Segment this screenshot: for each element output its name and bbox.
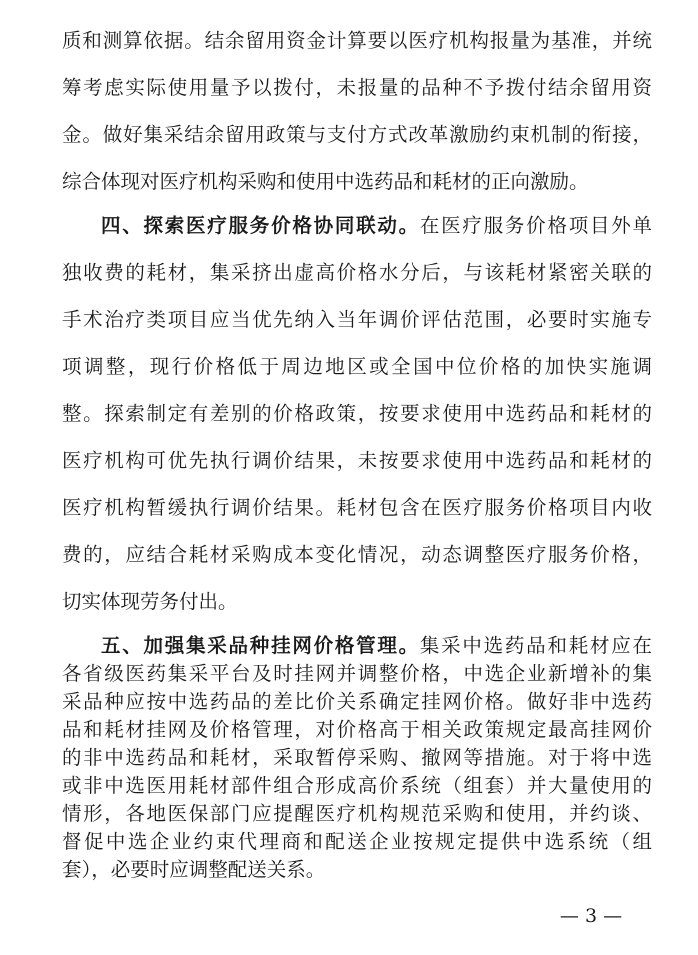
paragraph-2-line-6: 医疗机构可优先执行调价结果，未按要求使用中选药品和耗材的 bbox=[62, 449, 652, 472]
paragraph-1-line-1: 质和测算依据。结余留用资金计算要以医疗机构报量为基准，并统 bbox=[62, 29, 652, 52]
paragraph-3-line-8: 督促中选企业约束代理商和配送企业按规定提供中选系统（组 bbox=[62, 830, 652, 853]
paragraph-3-first-line bbox=[101, 634, 652, 658]
paragraph-3-line-3: 采品种应按中选药品的差比价关系确定挂网价格。做好非中选药 bbox=[62, 690, 652, 713]
section-five-first-text: 集采中选药品和耗材应在 bbox=[419, 634, 652, 657]
section-five-heading: 五、加强集采品种挂网价格管理。 bbox=[101, 634, 420, 657]
section-four-first-text: 在医疗服务价格项目外单 bbox=[419, 214, 652, 237]
paragraph-1-line-2: 筹考虑实际使用量予以拨付，未报量的品种不予拨付结余留用资 bbox=[62, 76, 652, 99]
paragraph-2-line-7: 医疗机构暂缓执行调价结果。耗材包含在医疗服务价格项目内收 bbox=[62, 496, 652, 519]
paragraph-2-line-5: 整。探索制定有差别的价格政策，按要求使用中选药品和耗材的 bbox=[62, 402, 652, 425]
paragraph-1-line-3: 金。做好集采结余留用政策与支付方式改革激励约束机制的衔接， bbox=[62, 123, 652, 146]
paragraph-2-line-9: 切实体现劳务付出。 bbox=[62, 590, 238, 613]
paragraph-2-first-line bbox=[101, 214, 652, 238]
paragraph-2-line-4: 项调整，现行价格低于周边地区或全国中位价格的加快实施调 bbox=[62, 355, 652, 378]
paragraph-3-line-4: 品和耗材挂网及价格管理，对价格高于相关政策规定最高挂网价 bbox=[62, 718, 652, 741]
paragraph-3-line-5: 的非中选药品和耗材，采取暂停采购、撤网等措施。对于将中选 bbox=[62, 746, 652, 769]
paragraph-3-line-2: 各省级医药集采平台及时挂网并调整价格，中选企业新增补的集 bbox=[62, 662, 652, 685]
paragraph-3-line-9: 套），必要时应调整配送关系。 bbox=[62, 858, 326, 881]
page-number: — 3 — bbox=[559, 905, 623, 927]
paragraph-2-line-2: 独收费的耗材，集采挤出虚高价格水分后，与该耗材紧密关联的 bbox=[62, 261, 652, 284]
paragraph-2-line-8: 费的，应结合耗材采购成本变化情况，动态调整医疗服务价格， bbox=[62, 543, 652, 566]
paragraph-1-line-4: 综合体现对医疗机构采购和使用中选药品和耗材的正向激励。 bbox=[62, 170, 589, 193]
section-four-heading: 四、探索医疗服务价格协同联动。 bbox=[101, 214, 420, 237]
paragraph-3-line-6: 或非中选医用耗材部件组合形成高价系统（组套）并大量使用的 bbox=[62, 774, 652, 797]
paragraph-3-line-7: 情形，各地医保部门应提醒医疗机构规范采购和使用，并约谈、 bbox=[62, 802, 652, 825]
paragraph-2-line-3: 手术治疗类项目应当优先纳入当年调价评估范围，必要时实施专 bbox=[62, 308, 652, 331]
